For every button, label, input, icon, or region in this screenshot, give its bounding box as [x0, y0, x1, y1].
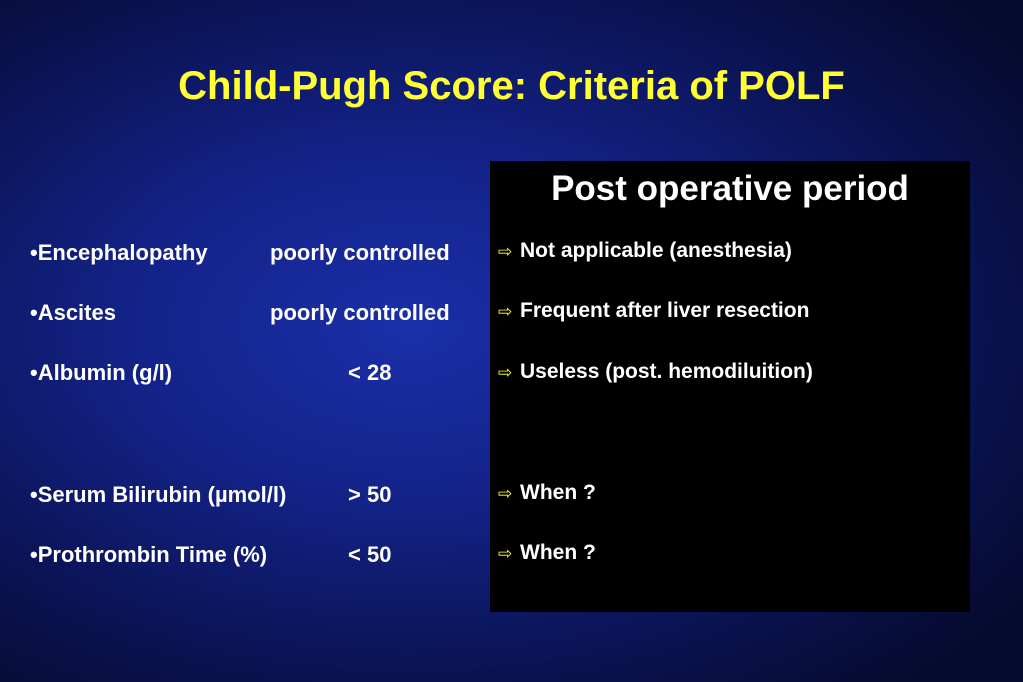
criteria-value: < 50 — [348, 542, 392, 567]
panel-item — [498, 236, 792, 266]
panel-item-text: Useless (post. hemodiluition) — [520, 360, 813, 383]
criteria-value: poorly controlled — [270, 240, 450, 265]
panel-item-text: When ? — [520, 541, 596, 564]
hollow-right-arrow-icon: ⇨ — [498, 544, 513, 563]
panel-item-text: Frequent after liver resection — [520, 299, 810, 322]
panel-item — [498, 538, 596, 568]
panel-item-text: When ? — [520, 481, 596, 504]
panel-item — [498, 478, 596, 508]
criteria-label: •Encephalopathy — [30, 240, 208, 265]
criteria-label: •Ascites — [30, 300, 116, 325]
panel-item — [498, 357, 813, 387]
criteria-value: < 28 — [348, 360, 392, 385]
slide-title: Child-Pugh Score: Criteria of POLF — [178, 64, 845, 108]
criteria-label: •Serum Bilirubin (µmol/l) — [30, 482, 287, 507]
criteria-value: poorly controlled — [270, 300, 450, 325]
panel-title: Post operative period — [551, 169, 909, 208]
panel-item-text: Not applicable (anesthesia) — [520, 239, 792, 262]
post-operative-panel — [490, 161, 970, 612]
criteria-label: •Prothrombin Time (%) — [30, 542, 268, 567]
hollow-right-arrow-icon: ⇨ — [498, 242, 513, 261]
hollow-right-arrow-icon: ⇨ — [498, 363, 513, 382]
hollow-right-arrow-icon: ⇨ — [498, 484, 513, 503]
hollow-right-arrow-icon: ⇨ — [498, 302, 513, 321]
panel-item — [498, 296, 809, 326]
criteria-label: •Albumin (g/l) — [30, 360, 173, 385]
criteria-value: > 50 — [348, 482, 392, 507]
